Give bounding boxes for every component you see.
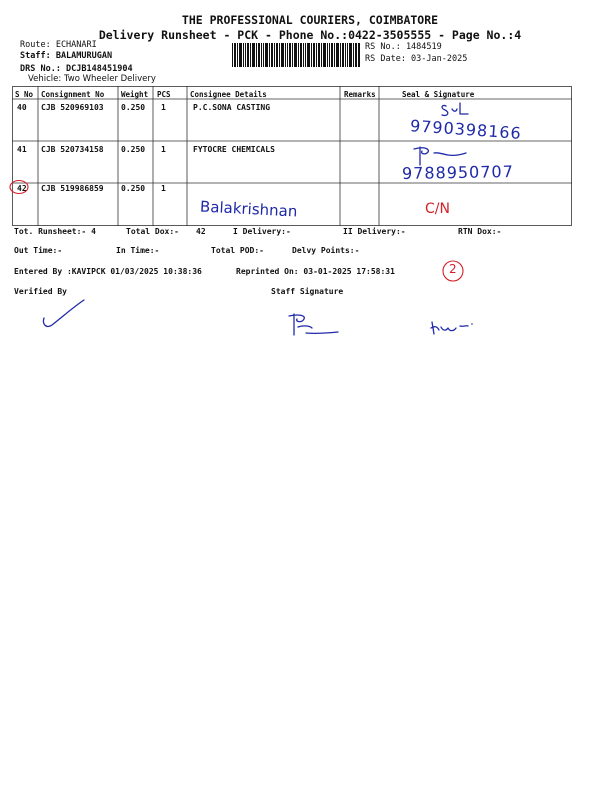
col-header-weight: Weight xyxy=(121,90,149,99)
in-time: In Time:- xyxy=(116,246,160,255)
rs-number: RS No.: 1484519 xyxy=(365,42,442,52)
runsheet-title: Delivery Runsheet - PCK - Phone No.:0422-3505555 - Page No.:4 xyxy=(98,28,522,42)
col-header-remarks: Remarks xyxy=(344,90,376,99)
row-consignment: CJB 519986859 xyxy=(41,184,104,193)
handwritten-receiver-name: Balakrishnan xyxy=(199,197,298,221)
company-title: THE PROFESSIONAL COURIERS, COIMBATORE xyxy=(181,13,439,27)
reprinted-on: Reprinted On: 03-01-2025 17:58:31 xyxy=(236,267,395,276)
row-sno: 40 xyxy=(17,103,27,112)
col-header-signature: Seal & Signature xyxy=(402,90,475,99)
staff-signature-label: Staff Signature xyxy=(271,287,344,296)
col-header-consignee: Consignee Details xyxy=(190,90,267,99)
total-pod: Total POD:- xyxy=(211,246,264,255)
staff-signature-image xyxy=(286,311,342,337)
verified-by-label: Verified By xyxy=(14,287,67,296)
row-consignee: FYTOCRE CHEMICALS xyxy=(193,145,275,154)
handwritten-phone-row41: 9788950707 xyxy=(401,162,514,183)
total-dox-label: Total Dox:- xyxy=(126,227,179,236)
ii-delivery: II Delivery:- xyxy=(343,227,406,236)
vehicle-text: Vehicle: Two Wheeler Delivery xyxy=(28,74,156,84)
row-sno: 42 xyxy=(17,184,27,193)
circled-number: 2 xyxy=(449,262,457,276)
i-delivery: I Delivery:- xyxy=(233,227,291,236)
row-consignee: P.C.SONA CASTING xyxy=(193,103,271,112)
verifier-signature-image xyxy=(38,298,88,334)
total-dox-value: 42 xyxy=(196,227,206,236)
barcode-image xyxy=(232,43,360,67)
handwritten-phone-row40: 9790398166 xyxy=(409,116,523,143)
handwritten-cn-note: C/N xyxy=(425,201,450,217)
rs-date: RS Date: 03-Jan-2025 xyxy=(365,54,468,64)
route-text: Route: ECHANARI xyxy=(20,40,97,50)
row-weight: 0.250 xyxy=(121,145,146,154)
receiver-signature-image xyxy=(428,318,474,340)
row-consignment: CJB 520969103 xyxy=(41,103,104,112)
col-header-pcs: PCS xyxy=(157,90,171,99)
tot-runsheet: Tot. Runsheet:- 4 xyxy=(14,227,96,236)
row-consignment: CJB 520734158 xyxy=(41,145,104,154)
delvy-points: Delvy Points:- xyxy=(292,246,360,255)
staff-text: Staff: BALAMURUGAN xyxy=(20,51,113,61)
row-pcs: 1 xyxy=(161,145,166,154)
rtn-dox: RTN Dox:- xyxy=(458,227,502,236)
col-header-consignment: Consignment No xyxy=(41,90,105,99)
drs-number: DRS No.: DCJB148451904 xyxy=(20,64,133,74)
row-pcs: 1 xyxy=(161,103,166,112)
row-weight: 0.250 xyxy=(121,184,146,193)
row-weight: 0.250 xyxy=(121,103,146,112)
row-sno: 41 xyxy=(17,145,27,154)
col-header-sno: S No xyxy=(15,90,34,99)
row-pcs: 1 xyxy=(161,184,166,193)
entered-by: Entered By :KAVIPCK 01/03/2025 10:38:36 xyxy=(14,267,202,276)
out-time: Out Time:- xyxy=(14,246,63,255)
